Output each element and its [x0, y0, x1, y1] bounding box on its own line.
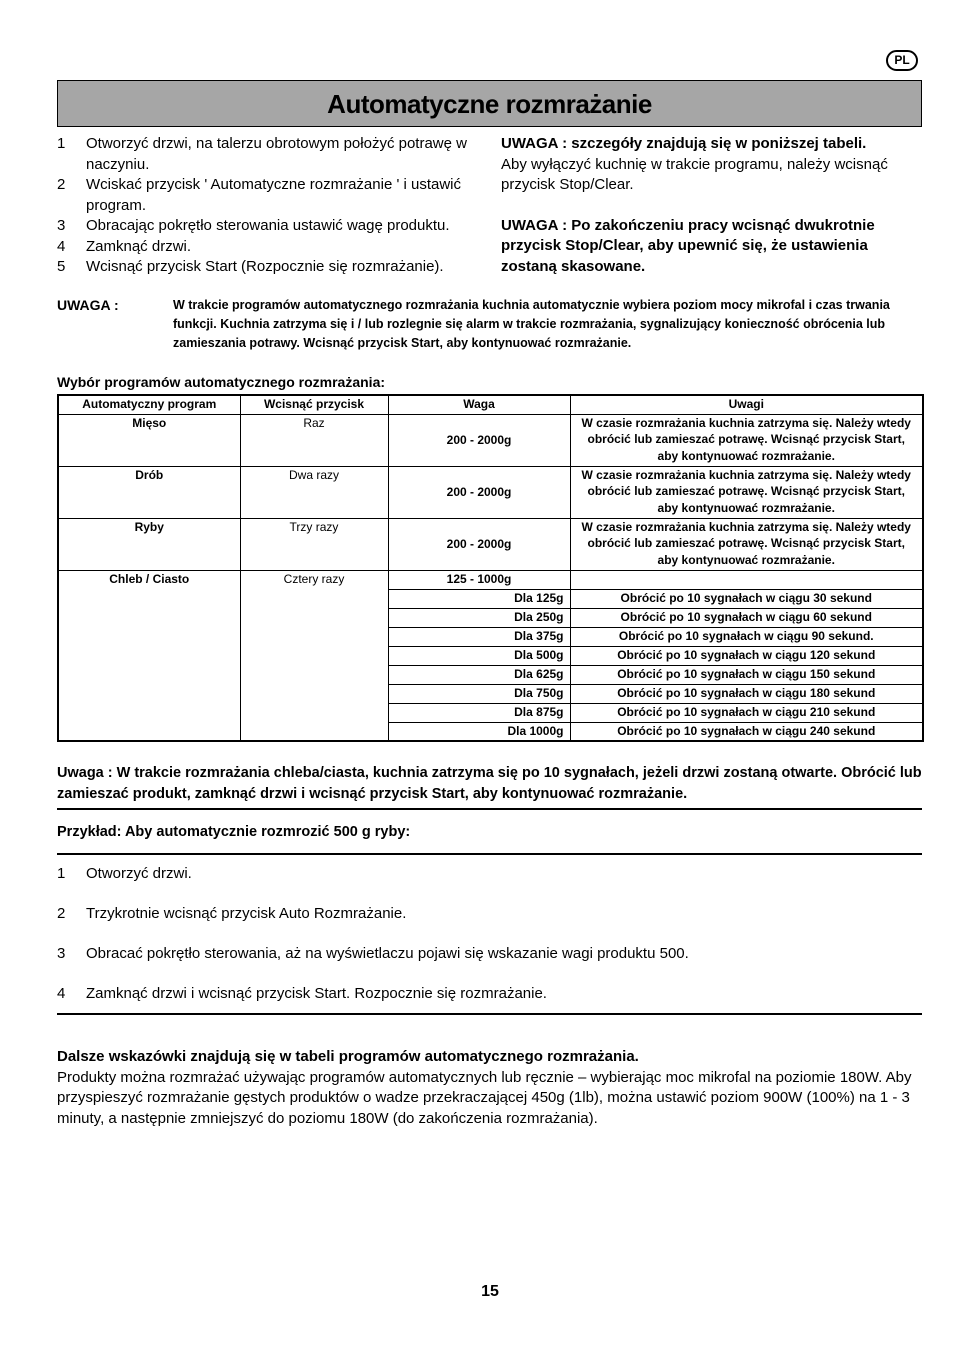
step-number: 1	[57, 135, 66, 152]
page-number: 15	[481, 1283, 499, 1300]
press-cell: Cztery razy	[240, 570, 388, 741]
notes-cell: Obrócić po 10 sygnałach w ciągu 210 sekund	[570, 703, 923, 722]
press-cell: Raz	[240, 414, 388, 466]
further-tips-text: Produkty można rozmrażać używając programów automatycznych lub ręcznie – wybierając moc mikrofal na poziomie 180W. Aby przyspieszyć rozmrażanie gęstych produktów o wadze przekraczającej 450g (1lb), można ustawić poziom 900W (100%) na 1 - 3 minuty, a następnie zmniejszyć do poziomu 180W (do zakończenia rozmrażania).	[57, 1068, 912, 1127]
header-press: Wcisnąć przycisk	[240, 395, 388, 414]
further-tips-title: Dalsze wskazówki znajdują się w tabeli programów automatycznego rozmrażania.	[57, 1048, 639, 1065]
step-item	[57, 216, 467, 237]
weight-cell: 125 - 1000g	[388, 570, 570, 589]
table-row	[58, 518, 923, 570]
divider	[57, 808, 922, 810]
weight-cell: Dla 1000g	[388, 722, 570, 741]
program-cell: Ryby	[58, 518, 240, 570]
notes-cell: Obrócić po 10 sygnałach w ciągu 90 sekund.	[570, 627, 923, 646]
press-cell: Dwa razy	[240, 466, 388, 518]
example-title: Przykład: Aby automatycznie rozmrozić 500 g ryby:	[57, 824, 411, 840]
table-row	[58, 414, 923, 466]
example-steps	[57, 865, 927, 1025]
weight-cell: Dla 125g	[388, 589, 570, 608]
step-number: 4	[57, 985, 66, 1002]
table-header-row	[58, 395, 923, 414]
weight-cell: Dla 625g	[388, 665, 570, 684]
step-text: Otworzyć drzwi.	[86, 865, 192, 882]
press-cell: Trzy razy	[240, 518, 388, 570]
notes-cell: W czasie rozmrażania kuchnia zatrzyma się. Należy wtedy obrócić lub zamieszać potrawę. Wcisnąć przycisk Start, aby kontynuować rozmrażanie.	[570, 466, 923, 518]
step-number: 2	[57, 176, 66, 193]
step-number: 3	[57, 217, 66, 234]
step-item	[57, 237, 467, 258]
program-cell: Chleb / Ciasto	[58, 570, 240, 741]
notes-cell: Obrócić po 10 sygnałach w ciągu 30 sekund	[570, 589, 923, 608]
notes-cell: Obrócić po 10 sygnałach w ciągu 240 sekund	[570, 722, 923, 741]
warning-text: W trakcie programów automatycznego rozmrażania kuchnia automatycznie wybiera poziom mocy mikrofal i czas trwania funkcji. Kuchnia zatrzyma się i / lub rozlegnie się alarm w trakcie rozmrażania, sygnalizujący konieczność obrócenia lub zamieszania potrawy. Wcisnąć przycisk Start, aby kontynuować rozmrażanie.	[173, 298, 890, 350]
example-step	[57, 945, 927, 985]
further-tips	[57, 1047, 937, 1129]
example-step	[57, 985, 927, 1025]
divider	[57, 853, 922, 855]
step-text: Trzykrotnie wcisnąć przycisk Auto Rozmrażanie.	[86, 905, 407, 922]
step-number: 3	[57, 945, 66, 962]
notes-cell: Obrócić po 10 sygnałach w ciągu 180 sekund	[570, 684, 923, 703]
step-text: Wciskać przycisk ' Automatyczne rozmrażanie ' i ustawić program.	[86, 176, 461, 214]
weight-cell: Dla 875g	[388, 703, 570, 722]
warning-label: UWAGA :	[57, 297, 119, 313]
bread-warning: Uwaga : W trakcie rozmrażania chleba/ciasta, kuchnia zatrzyma się po 10 sygnałach, jeżeli drzwi zostaną otwarte. Obrócić lub zamieszać produkt, zamknąć drzwi i wcisnąć przycisk Start, aby kontynuować rozmrażanie.	[57, 765, 922, 802]
notes-cell: Obrócić po 10 sygnałach w ciągu 60 sekund	[570, 608, 923, 627]
step-number: 4	[57, 237, 66, 255]
warning-note	[57, 296, 927, 353]
header-program: Automatyczny program	[58, 395, 240, 414]
step-item	[57, 134, 467, 175]
weight-cell: 200 - 2000g	[388, 518, 570, 570]
weight-cell: 200 - 2000g	[388, 466, 570, 518]
notes-cell: Obrócić po 10 sygnałach w ciągu 150 sekund	[570, 665, 923, 684]
step-text: Wcisnąć przycisk Start (Rozpocznie się rozmrażanie).	[86, 258, 444, 275]
table-row	[58, 570, 923, 589]
step-text: Zamknąć drzwi i wcisnąć przycisk Start. Rozpocznie się rozmrażanie.	[86, 985, 547, 1002]
weight-cell: Dla 750g	[388, 684, 570, 703]
step-item	[57, 257, 467, 278]
step-item	[57, 175, 467, 216]
table-heading: Wybór programów automatycznego rozmrażania:	[57, 374, 386, 390]
notes-column	[501, 134, 926, 277]
step-text: Obracając pokrętło sterowania ustawić wagę produktu.	[86, 217, 450, 234]
example-step	[57, 865, 927, 905]
notes-cell: Obrócić po 10 sygnałach w ciągu 120 sekund	[570, 646, 923, 665]
notes-cell: W czasie rozmrażania kuchnia zatrzyma się. Należy wtedy obrócić lub zamieszać potrawę. Wcisnąć przycisk Start, aby kontynuować rozmrażanie.	[570, 518, 923, 570]
step-number: 1	[57, 865, 66, 882]
step-text: Zamknąć drzwi.	[86, 237, 192, 255]
table-row	[58, 466, 923, 518]
programs-table	[57, 394, 924, 742]
language-badge: PL	[886, 50, 918, 71]
step-number: 2	[57, 905, 66, 922]
program-cell: Drób	[58, 466, 240, 518]
header-notes: Uwagi	[570, 395, 923, 414]
note-stop-clear: Aby wyłączyć kuchnię w trakcie programu, należy wcisnąć przycisk Stop/Clear.	[501, 155, 888, 193]
weight-cell: Dla 375g	[388, 627, 570, 646]
instruction-steps	[57, 134, 467, 278]
weight-cell: Dla 250g	[388, 608, 570, 627]
notes-cell	[570, 570, 923, 589]
weight-cell: Dla 500g	[388, 646, 570, 665]
note-reset-settings: UWAGA : Po zakończeniu pracy wcisnąć dwukrotnie przycisk Stop/Clear, aby upewnić się, że ustawienia zostaną skasowane.	[501, 216, 875, 275]
program-cell: Mięso	[58, 414, 240, 466]
example-step	[57, 905, 927, 945]
step-number: 5	[57, 258, 66, 275]
step-text: Obracać pokrętło sterowania, aż na wyświetlaczu pojawi się wskazanie wagi produktu 500.	[86, 945, 689, 962]
step-text: Otworzyć drzwi, na talerzu obrotowym położyć potrawę w naczyniu.	[86, 135, 467, 173]
weight-cell: 200 - 2000g	[388, 414, 570, 466]
page-title: Automatyczne rozmrażanie	[57, 80, 922, 127]
header-weight: Waga	[388, 395, 570, 414]
divider	[57, 1013, 922, 1015]
note-table-reference: UWAGA : szczegóły znajdują się w poniższej tabeli.	[501, 135, 867, 152]
notes-cell: W czasie rozmrażania kuchnia zatrzyma się. Należy wtedy obrócić lub zamieszać potrawę. Wcisnąć przycisk Start, aby kontynuować rozmrażanie.	[570, 414, 923, 466]
